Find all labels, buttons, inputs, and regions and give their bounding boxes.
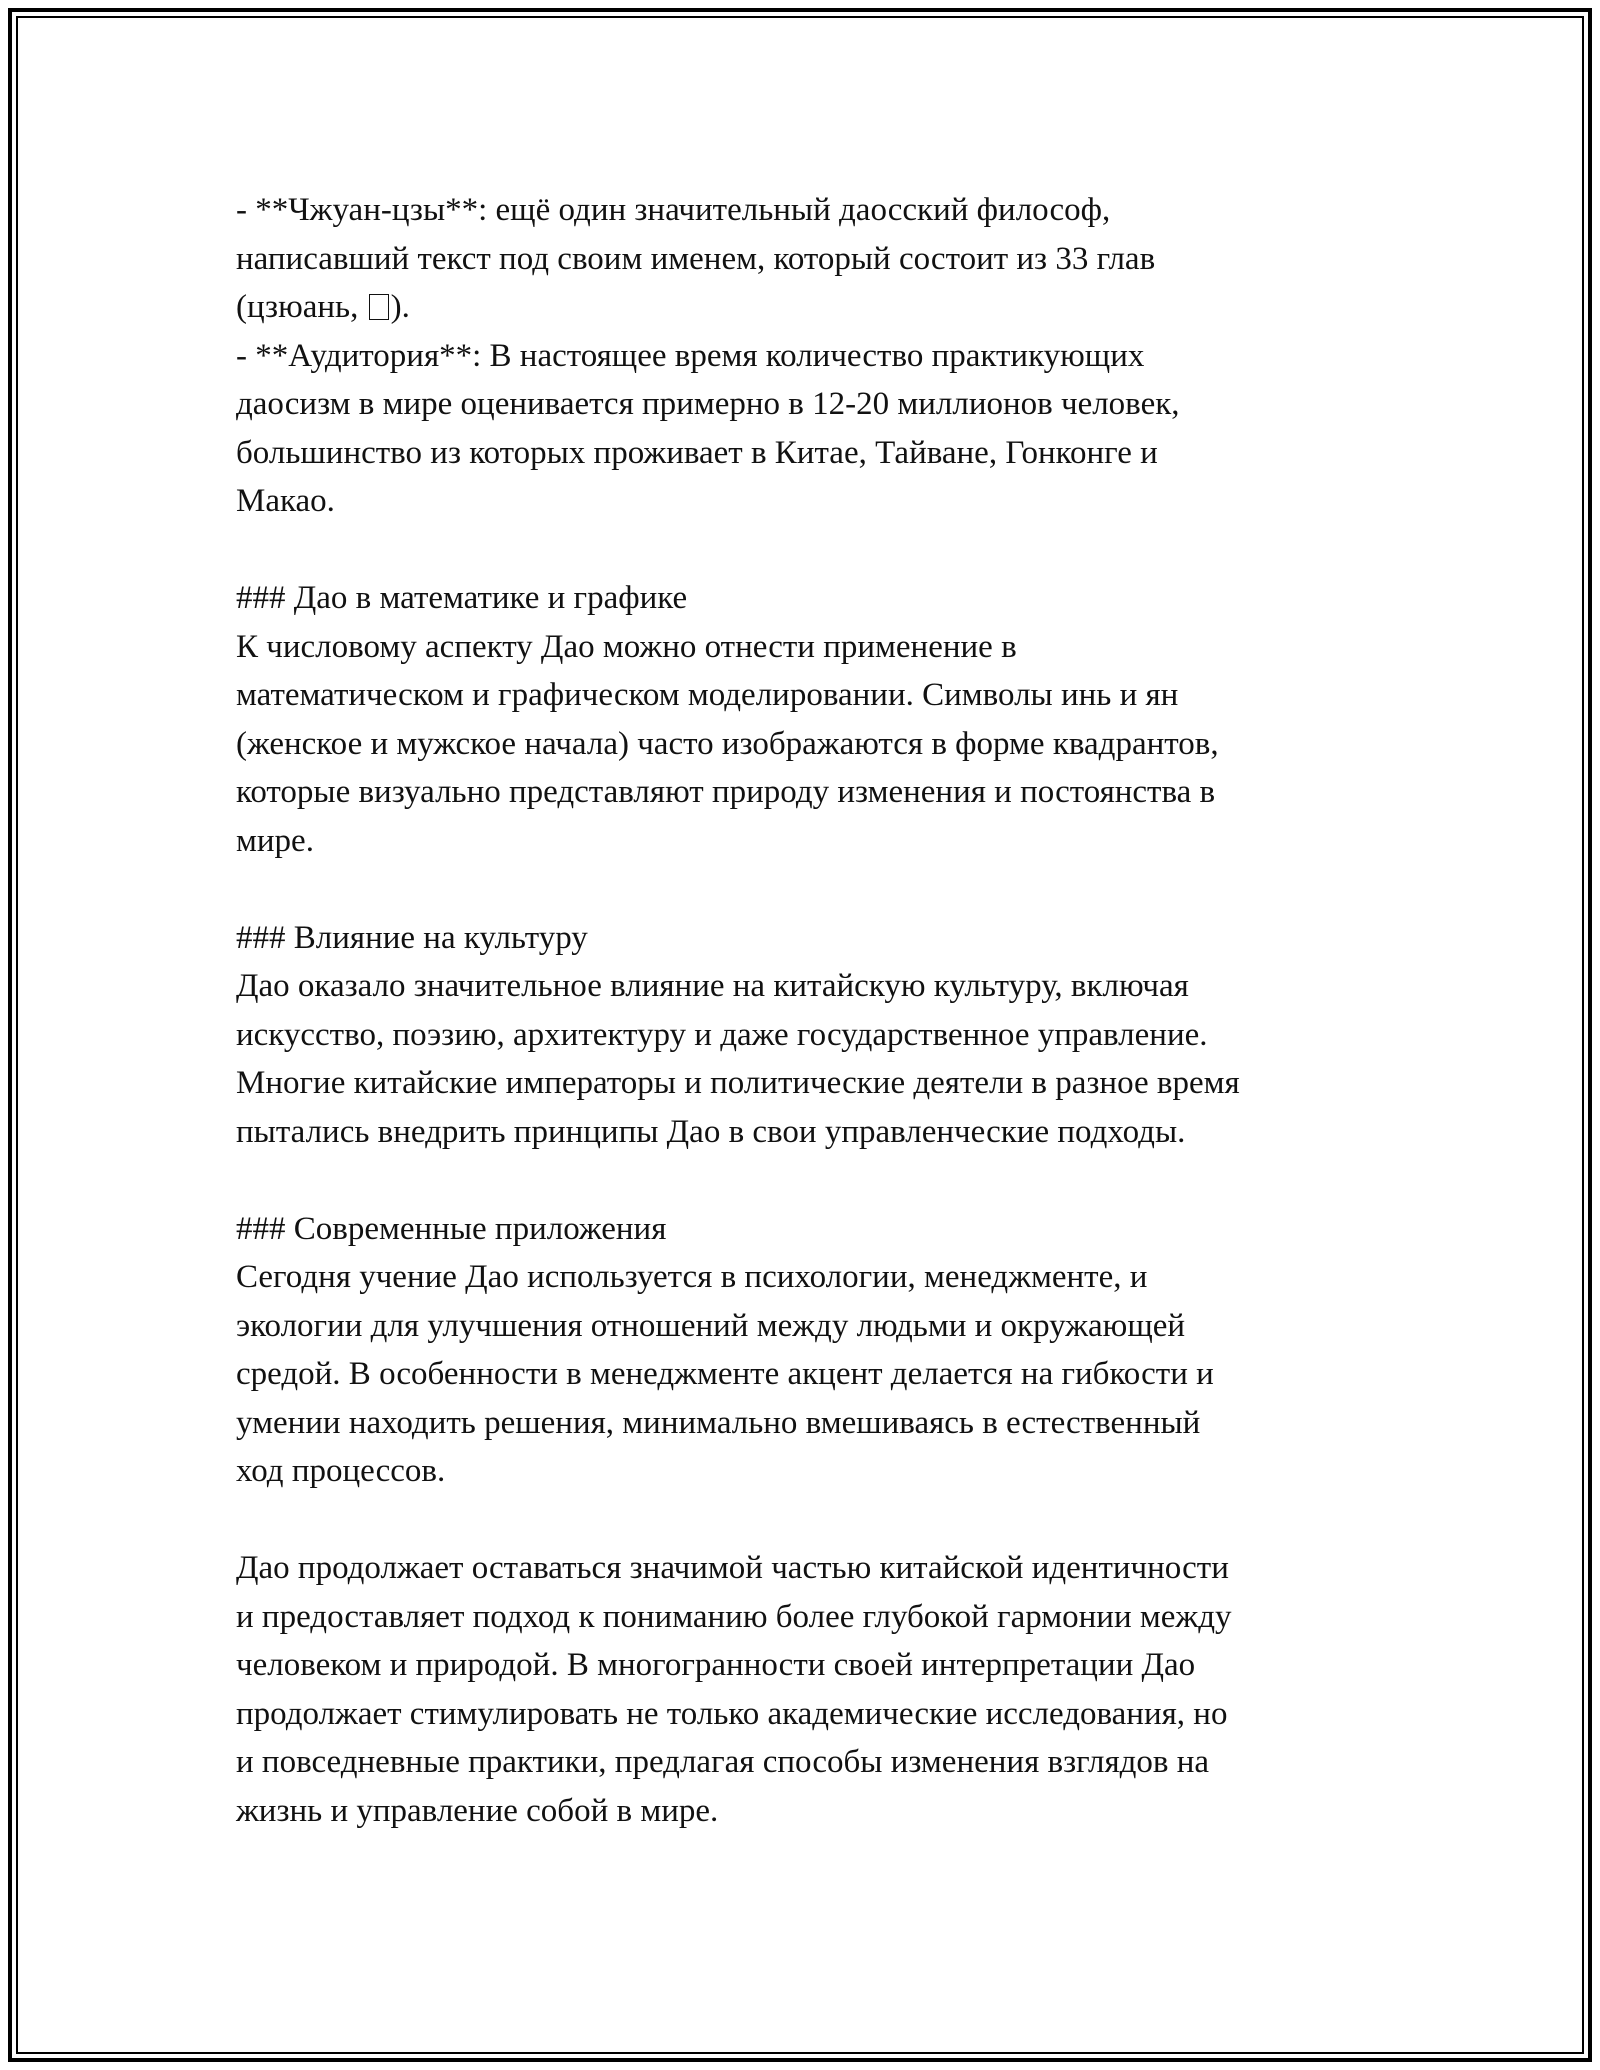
- list-item-line: - **Чжуан-цзы**: ещё один значительный даосский философ,: [236, 192, 1111, 228]
- paragraph-gap: [236, 526, 1386, 575]
- list-item-text: ).: [390, 289, 410, 325]
- list-item-audience: - **Аудитория**: В настоящее время количество практикующих даосизм в мире оценивается примерно в 12-20 миллионов человек, большинство из которых проживает в Китае, Тайване, Гонконге и Макао.: [236, 337, 1180, 519]
- section-heading-modern: ### Современные приложения: [236, 1210, 667, 1247]
- section-body-culture: Дао оказало значительное влияние на китайскую культуру, включая искусство, поэзию, архитектуру и даже государственное управление. Многие китайские императоры и политические деятели в разное время пытались внедрить принципы Дао в свои управленческие подходы.: [236, 968, 1240, 1150]
- list-item-line: [236, 283, 1386, 332]
- list-item-text: (цзюань,: [236, 289, 367, 325]
- missing-glyph-icon: [369, 294, 389, 320]
- list-item-line: написавший текст под своим именем, который состоит из 33 глав: [236, 240, 1156, 277]
- paragraph-gap: [236, 1156, 1386, 1205]
- document-body: [236, 186, 1386, 1835]
- section-heading-culture: ### Влияние на культуру: [236, 919, 588, 956]
- conclusion-paragraph: Дао продолжает оставаться значимой частью китайской идентичности и предоставляет подход к пониманию более глубокой гармонии между человеком и природой. В многогранности своей интерпретации Дао продолжает стимулировать не только академические исследования, но и повседневные практики, предлагая способы изменения взглядов на жизнь и управление собой в мире.: [236, 1550, 1232, 1829]
- section-heading-math: ### Дао в математике и графике: [236, 580, 688, 616]
- paragraph-gap: [236, 1496, 1386, 1545]
- section-body-modern: Сегодня учение Дао используется в психологии, менеджменте, и экологии для улучшения отношений между людьми и окружающей средой. В особенности в менеджменте акцент делается на гибкости и умении находить решения, минимально вмешиваясь в естественный ход процессов.: [236, 1259, 1214, 1489]
- list-item-zhuangzi: [236, 186, 1386, 332]
- paragraph-gap: [236, 865, 1386, 914]
- section-body-math: К числовому аспекту Дао можно отнести применение в математическом и графическом моделировании. Символы инь и ян (женское и мужское начала) часто изображаются в форме квадрантов, которые визуально представляют природу изменения и постоянства в мире.: [236, 628, 1219, 859]
